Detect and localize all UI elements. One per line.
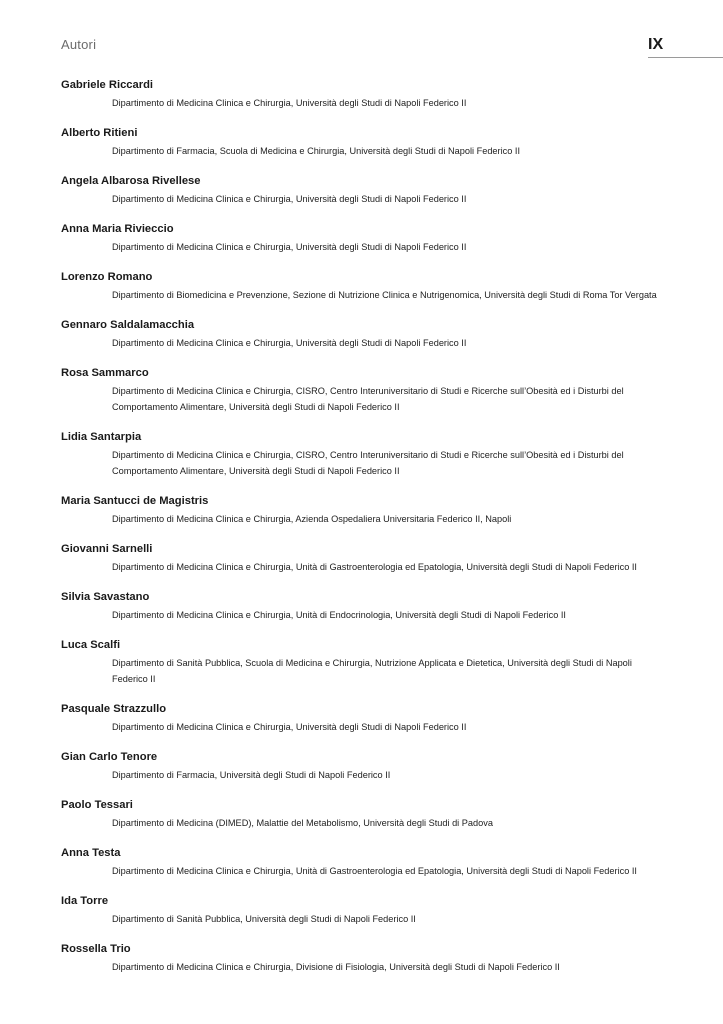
author-affiliation: Dipartimento di Medicina Clinica e Chirurgia, Unità di Gastroenterologia ed Epatologia, Università degli Studi di Napoli Federico II	[112, 562, 637, 572]
author-affiliation: Dipartimento di Medicina Clinica e Chirurgia, Azienda Ospedaliera Universitaria Federico II, Napoli	[112, 514, 512, 524]
page-number: IX	[648, 36, 664, 53]
author-affiliation: Dipartimento di Medicina (DIMED), Malattie del Metabolismo, Università degli Studi di Padova	[112, 818, 493, 828]
author-name: Luca Scalfi	[61, 639, 121, 651]
author-affiliation: Dipartimento di Medicina Clinica e Chirurgia, Unità di Endocrinologia, Università degli Studi di Napoli Federico II	[112, 610, 566, 620]
author-entry	[61, 126, 667, 159]
author-name: Anna Testa	[61, 847, 121, 859]
author-name: Gennaro Saldalamacchia	[61, 319, 195, 331]
author-affiliation: Dipartimento di Sanità Pubblica, Università degli Studi di Napoli Federico II	[112, 914, 416, 924]
author-entry	[61, 270, 667, 303]
author-affiliation: Dipartimento di Medicina Clinica e Chirurgia, CISRO, Centro Interuniversitario di Studi e Ricerche sull’Obesità ed i Disturbi del Comportamento Alimentare, Università degli Studi di Napoli Federico II	[112, 450, 624, 476]
author-name: Rosa Sammarco	[61, 367, 149, 379]
author-affiliation: Dipartimento di Medicina Clinica e Chirurgia, Università degli Studi di Napoli Federico II	[112, 722, 467, 732]
author-name: Gabriele Riccardi	[61, 79, 154, 91]
author-list	[61, 78, 667, 990]
author-entry	[61, 78, 667, 111]
header-rule	[648, 57, 723, 58]
author-name: Giovanni Sarnelli	[61, 543, 153, 555]
author-entry	[61, 174, 667, 207]
author-name: Angela Albarosa Rivellese	[61, 175, 201, 187]
author-name: Alberto Ritieni	[61, 127, 138, 139]
author-entry	[61, 590, 667, 623]
author-entry	[61, 846, 667, 879]
author-entry	[61, 318, 667, 351]
author-affiliation: Dipartimento di Farmacia, Scuola di Medicina e Chirurgia, Università degli Studi di Napoli Federico II	[112, 146, 521, 156]
author-name: Lidia Santarpia	[61, 431, 142, 443]
author-affiliation: Dipartimento di Medicina Clinica e Chirurgia, CISRO, Centro Interuniversitario di Studi e Ricerche sull’Obesità ed i Disturbi del Comportamento Alimentare, Università degli Studi di Napoli Federico II	[112, 386, 624, 412]
author-entry	[61, 430, 667, 479]
author-name: Maria Santucci de Magistris	[61, 495, 209, 507]
author-affiliation: Dipartimento di Biomedicina e Prevenzione, Sezione di Nutrizione Clinica e Nutrigenomica, Università degli Studi di Roma Tor Vergata	[112, 290, 657, 300]
author-entry	[61, 942, 667, 975]
author-name: Rossella Trio	[61, 943, 131, 955]
author-affiliation: Dipartimento di Farmacia, Università degli Studi di Napoli Federico II	[112, 770, 391, 780]
author-name: Anna Maria Rivieccio	[61, 223, 174, 235]
author-affiliation: Dipartimento di Medicina Clinica e Chirurgia, Università degli Studi di Napoli Federico II	[112, 194, 467, 204]
author-affiliation: Dipartimento di Sanità Pubblica, Scuola di Medicina e Chirurgia, Nutrizione Applicata e Dietetica, Università degli Studi di Napoli Federico II	[112, 658, 632, 684]
author-name: Gian Carlo Tenore	[61, 751, 158, 763]
author-name: Silvia Savastano	[61, 591, 150, 603]
author-entry	[61, 638, 667, 687]
author-affiliation: Dipartimento di Medicina Clinica e Chirurgia, Unità di Gastroenterologia ed Epatologia, Università degli Studi di Napoli Federico II	[112, 866, 637, 876]
author-affiliation: Dipartimento di Medicina Clinica e Chirurgia, Divisione di Fisiologia, Università degli Studi di Napoli Federico II	[112, 962, 560, 972]
author-entry	[61, 542, 667, 575]
author-entry	[61, 894, 667, 927]
author-affiliation: Dipartimento di Medicina Clinica e Chirurgia, Università degli Studi di Napoli Federico II	[112, 242, 467, 252]
author-entry	[61, 750, 667, 783]
running-header-title: Autori	[61, 37, 97, 52]
author-entry	[61, 366, 667, 415]
author-name: Ida Torre	[61, 895, 109, 907]
author-name: Paolo Tessari	[61, 799, 133, 811]
author-entry	[61, 798, 667, 831]
author-affiliation: Dipartimento di Medicina Clinica e Chirurgia, Università degli Studi di Napoli Federico II	[112, 98, 467, 108]
author-name: Pasquale Strazzullo	[61, 703, 167, 715]
author-name: Lorenzo Romano	[61, 271, 153, 283]
author-affiliation: Dipartimento di Medicina Clinica e Chirurgia, Università degli Studi di Napoli Federico II	[112, 338, 467, 348]
author-entry	[61, 702, 667, 735]
author-entry	[61, 494, 667, 527]
author-entry	[61, 222, 667, 255]
